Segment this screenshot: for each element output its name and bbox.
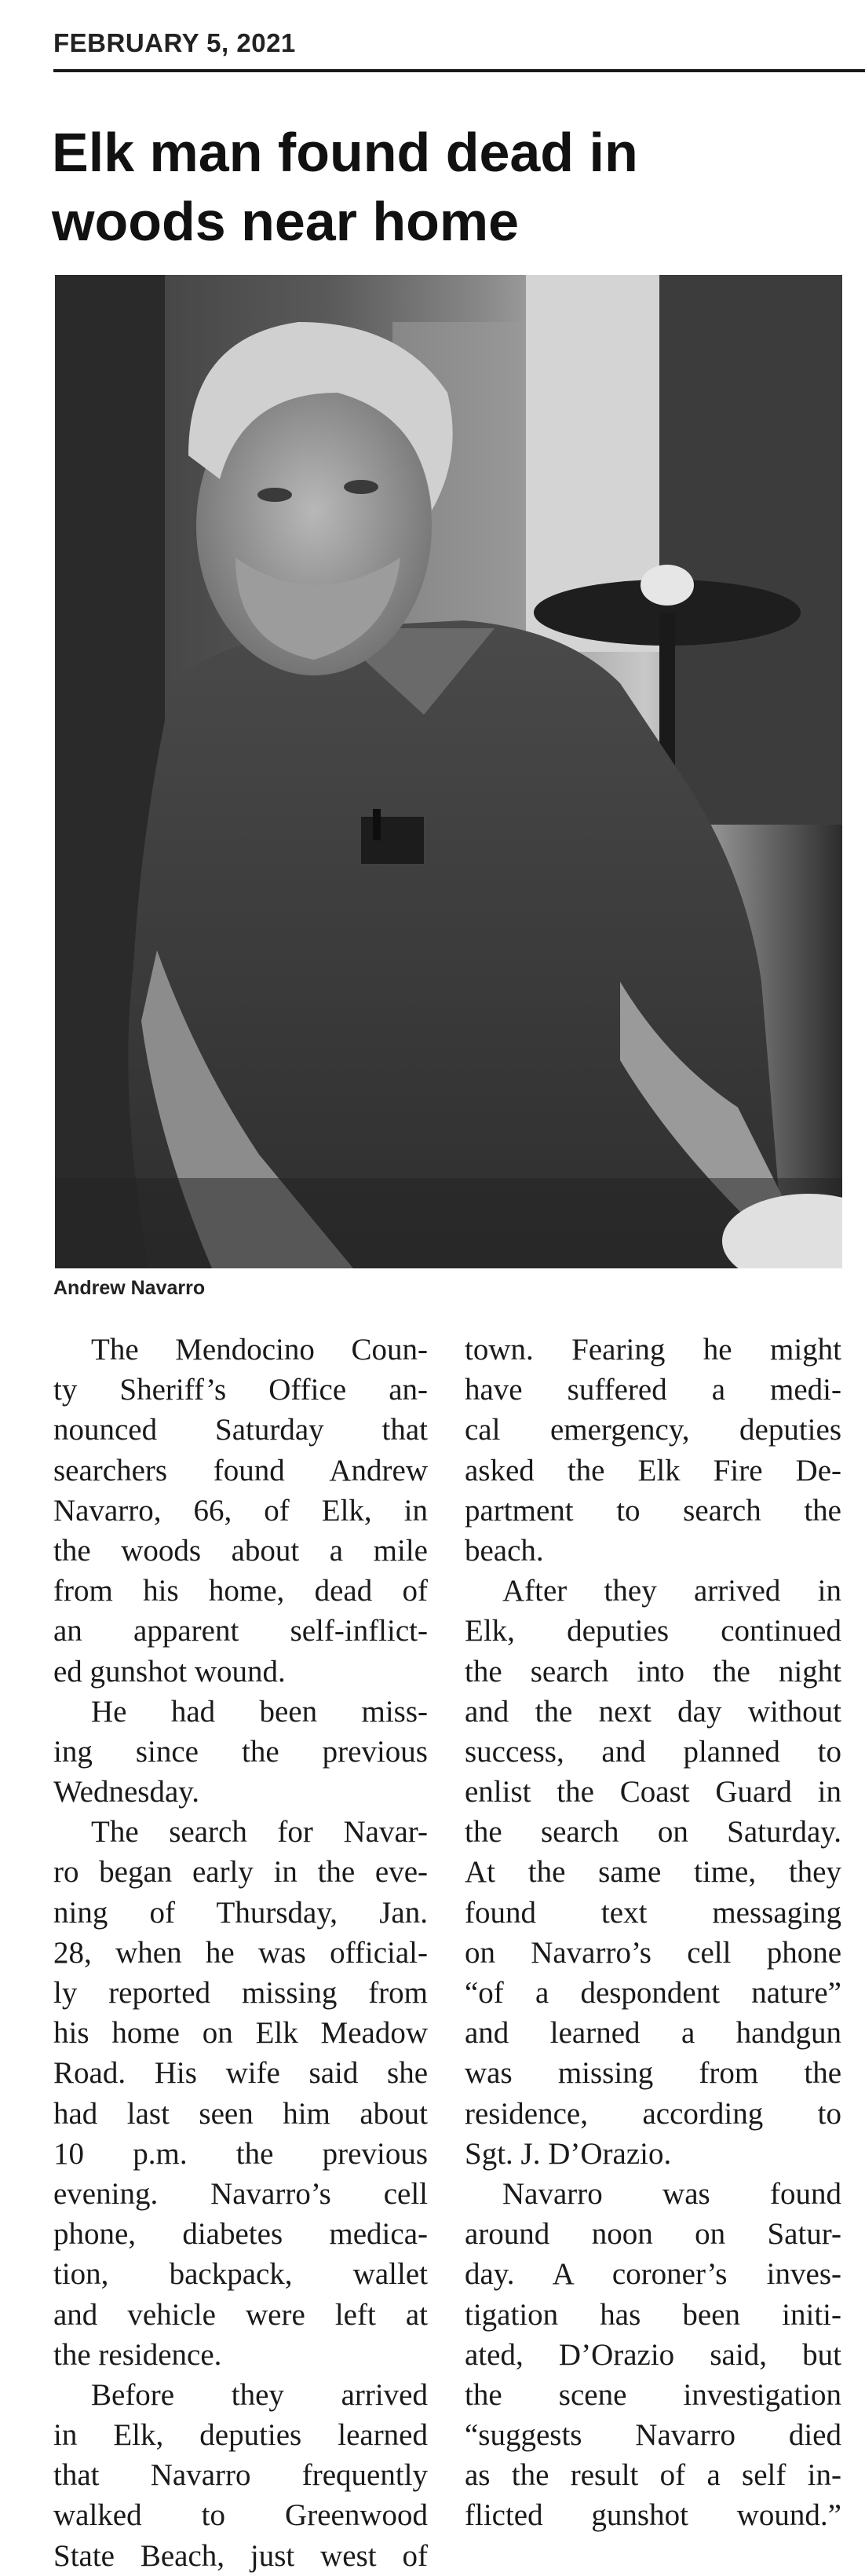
article-line: had last seen him about xyxy=(53,2096,428,2131)
article-line: flicted gunshot wound.” xyxy=(465,2498,841,2533)
article-column-left xyxy=(53,1330,428,2576)
article-line: on Navarro’s cell phone xyxy=(465,1935,841,1970)
article-line: residence, according to xyxy=(465,2096,841,2131)
article-line: asked the Elk Fire De- xyxy=(465,1453,841,1487)
article-line: The search for Navar- xyxy=(91,1815,428,1850)
article-line: ed gunshot wound. xyxy=(53,1654,286,1689)
article-photo xyxy=(55,275,842,1268)
article-line: success, and planned to xyxy=(465,1734,841,1769)
dateline: FEBRUARY 5, 2021 xyxy=(53,28,296,57)
article-line: The Mendocino Coun- xyxy=(91,1333,428,1367)
article-line: nounced Saturday that xyxy=(53,1413,428,1447)
article-line: searchers found Andrew xyxy=(53,1453,428,1487)
article-column-right xyxy=(465,1330,841,2536)
article-line: the search on Saturday. xyxy=(465,1815,841,1850)
article-line: 28, when he was official- xyxy=(53,1935,428,1970)
article-line: “suggests Navarro died xyxy=(465,2418,841,2453)
headline-line-2: woods near home xyxy=(52,191,520,252)
article-line: phone, diabetes medica- xyxy=(53,2217,428,2252)
article-line: Before they arrived xyxy=(91,2377,428,2412)
article-line: the search into the night xyxy=(465,1654,841,1689)
article-line: tion, backpack, wallet xyxy=(53,2257,428,2292)
article-line: ty Sheriff’s Office an- xyxy=(53,1373,428,1407)
article-line: ated, D’Orazio said, but xyxy=(465,2337,841,2372)
article-line: have suffered a medi- xyxy=(465,1373,841,1407)
headline-line-1: Elk man found dead in xyxy=(52,122,638,183)
article-line: his home on Elk Meadow xyxy=(53,2016,428,2051)
article-line: found text messaging xyxy=(465,1895,841,1930)
article-line: Sgt. J. D’Orazio. xyxy=(465,2136,672,2171)
article-line: Elk, deputies continued xyxy=(465,1614,841,1648)
article-line: an apparent self-inflict- xyxy=(53,1614,428,1648)
header-rule xyxy=(53,69,865,72)
article-line: and learned a handgun xyxy=(465,2016,841,2051)
article-line: that Navarro frequently xyxy=(53,2458,428,2493)
article-line: He had been miss- xyxy=(91,1694,428,1729)
article-line: as the result of a self in- xyxy=(465,2458,841,2493)
article-line: After they arrived in xyxy=(502,1574,841,1608)
article-line: cal emergency, deputies xyxy=(465,1413,841,1447)
article-line: town. Fearing he might xyxy=(465,1333,841,1367)
article-line: “of a despondent nature” xyxy=(465,1976,841,2010)
article-line: State Beach, just west of xyxy=(53,2538,428,2573)
article-line: in Elk, deputies learned xyxy=(53,2418,428,2453)
article-line: around noon on Satur- xyxy=(465,2217,841,2252)
article-line: from his home, dead of xyxy=(53,1574,428,1608)
article-line: the scene investigation xyxy=(465,2377,841,2412)
article-line: Wednesday. xyxy=(53,1775,200,1809)
article-line: tigation has been initi- xyxy=(465,2297,841,2332)
article-line: enlist the Coast Guard in xyxy=(465,1775,841,1809)
article-line: and vehicle were left at xyxy=(53,2297,428,2332)
article-line: ning of Thursday, Jan. xyxy=(53,1895,428,1930)
article-line: beach. xyxy=(465,1533,544,1568)
article-line: the woods about a mile xyxy=(53,1533,428,1568)
article-line: Navarro was found xyxy=(502,2176,841,2211)
photo-caption: Andrew Navarro xyxy=(53,1277,206,1299)
article-line: Navarro, 66, of Elk, in xyxy=(53,1493,428,1528)
article-line: partment to search the xyxy=(465,1493,841,1528)
article-line: evening. Navarro’s cell xyxy=(53,2176,428,2211)
article-line: At the same time, they xyxy=(465,1855,841,1890)
article-line: was missing from the xyxy=(465,2056,841,2091)
article-line: ing since the previous xyxy=(53,1734,428,1769)
headline xyxy=(52,118,837,256)
article-line: ro began early in the eve- xyxy=(53,1855,428,1890)
article-line: 10 p.m. the previous xyxy=(53,2136,428,2171)
article-line: walked to Greenwood xyxy=(53,2498,428,2533)
article-line: Road. His wife said she xyxy=(53,2056,428,2091)
article-line: the residence. xyxy=(53,2337,222,2372)
article-line: day. A coroner’s inves- xyxy=(465,2257,841,2292)
article-line: ly reported missing from xyxy=(53,1976,428,2010)
article-line: and the next day without xyxy=(465,1694,841,1729)
